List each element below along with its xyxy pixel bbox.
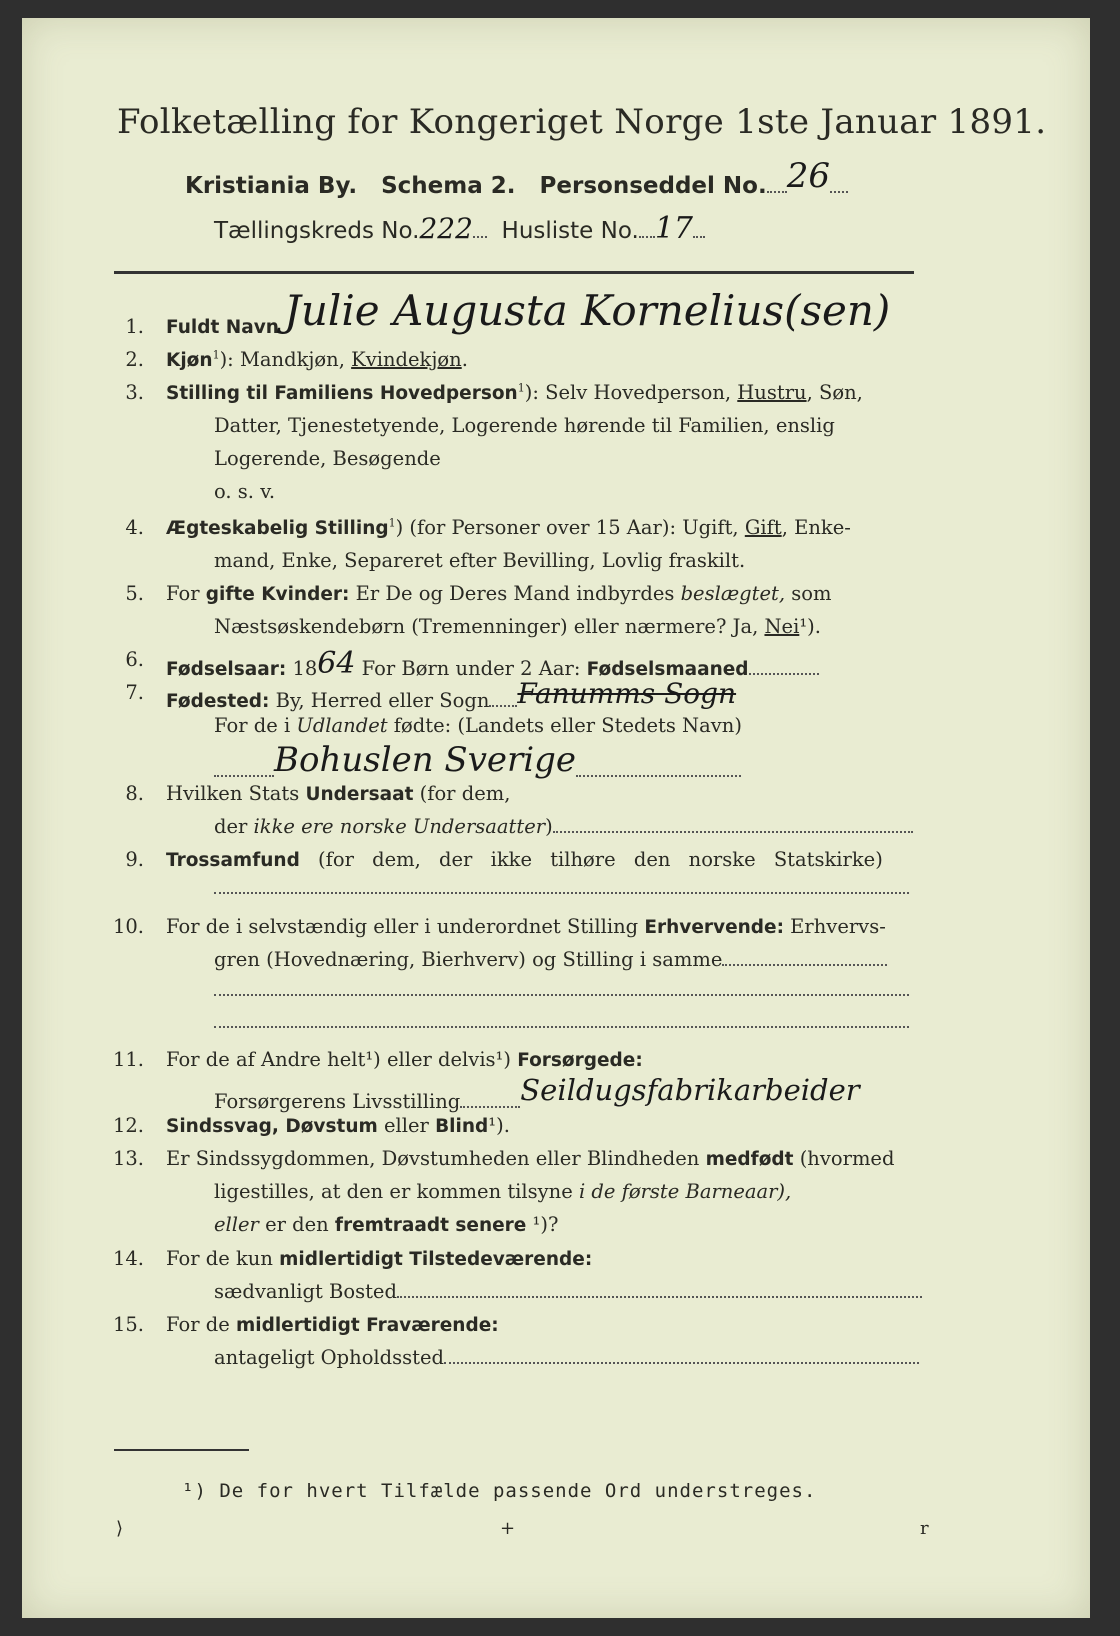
schema-label: Schema 2.	[381, 173, 516, 199]
item-number: 4.	[125, 516, 144, 539]
item-9-religion: Trossamfund (for dem, der ikke tilhøre den norske Statskirke)	[166, 848, 883, 871]
item-3-family-position: Stilling til Familiens Hovedperson$^1$): Selv Hovedperson, Hustru, Søn,	[166, 381, 863, 404]
item-8-citizenship: Hvilken Stats Undersaat (for dem,	[166, 782, 511, 805]
item-12-disability: Sindssvag, Døvstum eller Blind¹).	[166, 1114, 510, 1137]
item-number: 11.	[112, 1048, 144, 1071]
birthplace-label: Fødested:	[166, 691, 270, 712]
taellingskreds-number: 222	[419, 212, 473, 245]
citizenship-label: Undersaat	[305, 784, 414, 805]
item-14-line-2: sædvanligt Bosted	[214, 1280, 922, 1303]
husliste-number: 17	[654, 211, 694, 246]
item-5-married-women: For gifte Kvinder: Er De og Deres Mand indbyrdes beslægtet, som	[166, 582, 832, 605]
header-line-2	[185, 156, 848, 202]
foreign-birthplace-answer: Bohuslen Sverige	[274, 740, 577, 780]
item-number: 14.	[112, 1247, 144, 1270]
item-3-line-2: Datter, Tjenestetyende, Logerende hørende til Familien, enslig	[214, 414, 835, 437]
marital-label: Ægteskabelig Stilling	[166, 518, 389, 539]
item-7-birthplace: Fødested: By, Herred eller Sogn Fanumms Sogn	[166, 677, 737, 712]
married-women-label: gifte Kvinder:	[205, 584, 350, 605]
birth-month-label: Fødselsmaaned	[586, 659, 749, 680]
item-5-line-2: Næstsøskendebørn (Tremenninger) eller nærmere? Ja, Nei¹).	[214, 615, 821, 638]
item-number: 9.	[125, 848, 144, 871]
item-number: 13.	[112, 1147, 144, 1170]
item-number: 10.	[112, 915, 144, 938]
header-divider	[114, 271, 914, 274]
family-position-label: Stilling til Familiens Hovedperson	[166, 383, 518, 404]
item-13-congenital: Er Sindssygdommen, Døvstumheden eller Blindheden medfødt (hvormed	[166, 1147, 895, 1170]
stray-mark: r	[920, 1518, 929, 1539]
item-number: 12.	[112, 1114, 144, 1137]
item-11-supported: For de af Andre helt¹) eller delvis¹) Forsørgede:	[166, 1048, 643, 1071]
header-line-3	[214, 211, 705, 246]
item-3-line-4: o. s. v.	[214, 480, 276, 503]
item-15-temporary-absent: For de midlertidigt Fraværende:	[166, 1313, 499, 1336]
item-number: 15.	[112, 1313, 144, 1336]
item-10-occupation: For de i selvstændig eller i underordnet Stilling Erhvervende: Erhvervs-	[166, 915, 886, 938]
item-8-line-2: der ikke ere norske Undersaatter)	[214, 815, 913, 838]
item-7-line-3	[214, 740, 741, 786]
selected-marital: Gift	[744, 516, 782, 539]
item-number: 1.	[125, 315, 144, 338]
item-10-line-2: gren (Hovednæring, Bierhverv) og Stilling i samme	[214, 948, 887, 971]
census-form-sheet	[22, 18, 1090, 1618]
taellingskreds-label: Tællingskreds No.	[214, 218, 420, 244]
sex-label: Kjøn	[166, 350, 213, 371]
item-14-temporary-present: For de kun midlertidigt Tilstedeværende:	[166, 1247, 593, 1270]
blind-label: Blind	[435, 1116, 489, 1137]
item-4-marital: Ægteskabelig Stilling$^1$) (for Personer over 15 Aar): Ugift, Gift, Enke-	[166, 516, 851, 539]
item-10-line-4	[214, 1010, 909, 1033]
birth-year-label: Fødselsaar:	[166, 659, 287, 680]
stray-mark: ⟩	[116, 1518, 124, 1539]
item-4-line-2: mand, Enke, Separeret efter Bevilling, Lovlig fraskilt.	[214, 549, 746, 572]
item-2-sex: Kjøn$^1$): Mandkjøn, Kvindekjøn.	[166, 348, 468, 371]
footnote-divider	[114, 1449, 249, 1451]
later-onset-label: fremtraadt senere	[334, 1215, 527, 1236]
supported-label: Forsørgede:	[517, 1050, 643, 1071]
item-13-line-2: ligestilles, at den er kommen tilsyne i de første Barneaar),	[214, 1180, 792, 1203]
stray-mark: +	[500, 1518, 516, 1539]
form-title: Folketælling for Kongeriget Norge 1ste Januar 1891.	[117, 102, 1047, 142]
temporary-absent-label: midlertidigt Fraværende:	[235, 1315, 499, 1336]
husliste-label: Husliste No.	[501, 218, 639, 244]
item-number: 5.	[125, 582, 144, 605]
provider-occupation-answer: Seildugsfabrikarbeider	[520, 1073, 860, 1107]
item-11-line-2: Forsørgerens Livsstilling Seildugsfabrikarbeider	[214, 1073, 860, 1113]
item-9-line-2	[214, 876, 909, 899]
item-number: 7.	[125, 681, 144, 704]
disability-label: Sindssvag, Døvstum	[166, 1116, 378, 1137]
city-label: Kristiania By.	[185, 173, 358, 199]
temporary-present-label: midlertidigt Tilstedeværende:	[279, 1249, 593, 1270]
selected-family-position: Hustru	[737, 381, 807, 404]
item-number: 3.	[125, 381, 144, 404]
footnote: ¹) De for hvert Tilfælde passende Ord understreges.	[182, 1480, 817, 1502]
religion-label: Trossamfund	[166, 850, 300, 871]
birth-year-answer: 64	[317, 646, 356, 681]
personseddel-number: 26	[786, 156, 830, 196]
item-7-line-2: For de i Udlandet fødte: (Landets eller Stedets Navn)	[214, 714, 742, 737]
item-number: 2.	[125, 348, 144, 371]
item-6-birth-year: Fødselsaar: 1864 For Børn under 2 Aar: Fødselsmaaned	[166, 648, 819, 683]
item-13-line-3: eller er den fremtraadt senere ¹)?	[214, 1213, 559, 1236]
full-name-answer: Julie Augusta Kornelius(sen)	[284, 286, 891, 335]
item-number: 6.	[125, 648, 144, 671]
item-10-line-3	[214, 978, 909, 1001]
item-15-line-2: antageligt Opholdssted	[214, 1346, 919, 1369]
occupation-label: Erhvervende:	[644, 917, 784, 938]
congenital-label: medfødt	[705, 1149, 794, 1170]
item-3-line-3: Logerende, Besøgende	[214, 447, 441, 470]
item-1-name	[166, 315, 279, 338]
selected-related: Nei	[764, 615, 800, 638]
personseddel-label: Personseddel No.	[539, 173, 767, 199]
birthplace-answer: Fanumms Sogn	[517, 677, 737, 710]
item-number: 8.	[125, 782, 144, 805]
selected-sex: Kvindekjøn	[351, 348, 462, 371]
full-name-label: Fuldt Navn	[166, 317, 279, 338]
